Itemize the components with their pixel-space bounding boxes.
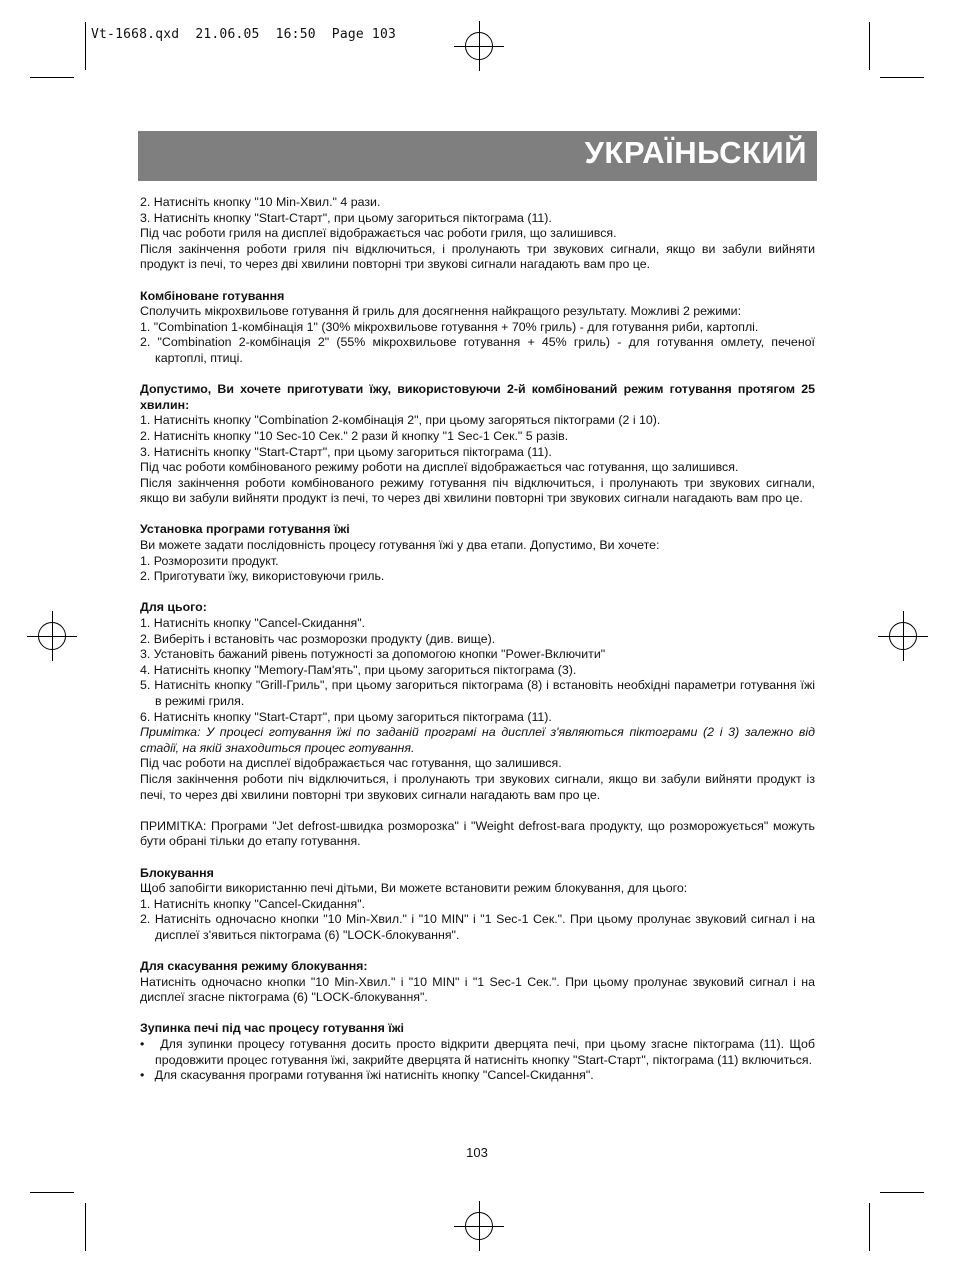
text-paragraph: Сполучить мікрохвильове готування й гриль для досягнення найкращого результату. Можливі 2 режими: [140,304,742,319]
list-item: 1. Натисніть кнопку "Cancel-Скидання". [140,616,366,631]
section-heading: Для цього: [140,600,207,615]
crop-mark [869,22,870,70]
text-line: Під час роботи на дисплеї відображається час готування, що залишився. [140,756,562,771]
section-heading: Комбіноване готування [140,288,285,303]
page-title: УКРАЇНЬСКИЙ [584,135,807,170]
list-item: 2. Натисніть одночасно кнопки "10 Min-Хвил." і "10 MIN" і "1 Sec-1 Сек.". При цьому пролунає звуковий сигнал і на дисплеї з'явиться піктограма (6) "LOCK-блокування". [140,912,815,942]
language-header-bar [138,131,817,181]
bullet-item: • Для скасування програми готування їжі натисніть кнопку "Cancel-Скидання". [140,1068,594,1083]
crop-mark [85,22,86,70]
list-item: 6. Натисніть кнопку "Start-Старт", при цьому загориться піктограма (11). [140,709,552,724]
text-paragraph: Після закінчення роботи комбінованого режиму готування піч відключиться, і пролунають три звукових сигнали, якщо ви забули вийняти продукт із печі, то через дві хвилини повторні три звукових сигнали нагадають вам про це. [140,475,815,506]
bullet-icon: • [140,1068,155,1083]
list-item: 1. Розморозити продукт. [140,553,279,568]
text-line: 2. Натисніть кнопку "10 Min-Хвил." 4 рази. [140,195,381,209]
page-number: 103 [466,1145,488,1160]
text-line: 3. Натисніть кнопку "Start-Старт", при цьому загориться піктограма (11). [140,210,552,225]
section-heading: Установка програми готування їжі [140,522,350,537]
registration-mark-top [465,32,493,60]
bullet-item: • Для зупинки процесу готування досить просто відкрити дверцята печі, при цьому згасне піктограма (11). Щоб продовжити процес готування їжі, закрийте дверцята й натисніть кнопку "Start-Старт", піктограма (11) включиться. [140,1037,815,1067]
crop-mark [30,1192,74,1193]
registration-mark-bottom [465,1212,493,1240]
text-paragraph: Ви можете задати послідовність процесу готування їжі у два етапи. Допустимо, Ви хочете: [140,538,660,553]
crop-mark [880,77,924,78]
section-heading: Зупинка печі під час процесу готування їжі [140,1021,404,1036]
list-item: 1. "Combination 1-комбінація 1" (30% мікрохвильове готування + 70% гриль) - для готування риби, картоплі. [140,319,759,334]
crop-mark [30,77,74,78]
list-item: 3. Установіть бажаний рівень потужності за допомогою кнопки "Power-Включити" [140,647,606,662]
text-line: Під час роботи гриля на дисплеї відображається час роботи гриля, що залишився. [140,226,617,241]
list-item: 2. Приготувати їжу, використовуючи гриль. [140,569,385,584]
text-paragraph: Щоб запобігти використанню печі дітьми, Ви можете встановити режим блокування, для цього: [140,881,688,896]
list-item: 1. Натисніть кнопку "Combination 2-комбінація 2", при цьому загоряться піктограми (2 і 10). [140,413,661,428]
section-heading: Допустимо, Ви хочете приготувати їжу, використовуючи 2-й комбінований режим готування протягом 25 хвилин: [140,382,815,412]
crop-mark [880,1192,924,1193]
list-item: 3. Натисніть кнопку "Start-Старт", при цьому загориться піктограма (11). [140,444,552,459]
print-slug: Vt-1668.qxd 21.06.05 16:50 Page 103 [91,27,397,42]
text-paragraph: Після закінчення роботи гриля піч відключиться, і пролунають три звукових сигнали, якщо ви забули вийняти продукт із печі, то через дві хвилини повторні три звукові сигнали нагадають вам про це. [140,241,815,272]
list-item: 2. "Combination 2-комбінація 2" (55% мікрохвильове готування + 45% гриль) - для готування омлету, печеної картоплі, птиці. [140,335,815,365]
section-heading: Для скасування режиму блокування: [140,959,368,974]
primitka-note: ПРИМІТКА: Програми "Jet defrost-швидка розморозка" і "Weight defrost-вага продукту, що розморожується" можуть бути обрані тільки до етапу готування. [140,818,815,849]
page-content [140,195,815,1084]
text-paragraph: Натисніть одночасно кнопки "10 Min-Хвил." і "10 MIN" і "1 Sec-1 Сек.". При цьому пролунає звуковий сигнал і на дисплеї згасне піктограма (6) "LOCK-блокування". [140,974,815,1005]
registration-mark-right [889,622,917,650]
crop-mark [869,1203,870,1251]
list-item: 5. Натисніть кнопку "Grill-Гриль", при цьому загориться піктограма (8) і встановіть необхідні параметри готування їжі в режимі гриля. [140,678,815,708]
bullet-icon: • [140,1037,161,1052]
text-line: Під час роботи комбінованого режиму роботи на дисплеї відображається час готування, що залишився. [140,460,739,475]
registration-mark-left [38,622,66,650]
list-item: 1. Натисніть кнопку "Cancel-Скидання". [140,896,366,911]
note-text: Примітка: У процесі готування їжі по заданій програмі на дисплеї з'являються піктограми (2 і 3) залежно від стадії, на якій знаходиться процес готування. [140,725,815,755]
list-item: 4. Натисніть кнопку "Memory-Пам'ять", при цьому загориться піктограма (3). [140,662,577,677]
text-paragraph: Після закінчення роботи піч відключиться, і пролунають три звукових сигнали, якщо ви забули вийняти продукт із печі, то через дві хвилини повторні три звукових сигнали нагадають вам про це. [140,771,815,802]
section-heading: Блокування [140,865,214,880]
list-item: 2. Натисніть кнопку "10 Sec-10 Сек." 2 рази й кнопку "1 Sec-1 Сек." 5 разів. [140,428,569,443]
list-item: 2. Виберіть і встановіть час розморозки продукту (див. вище). [140,631,496,646]
crop-mark [85,1203,86,1251]
